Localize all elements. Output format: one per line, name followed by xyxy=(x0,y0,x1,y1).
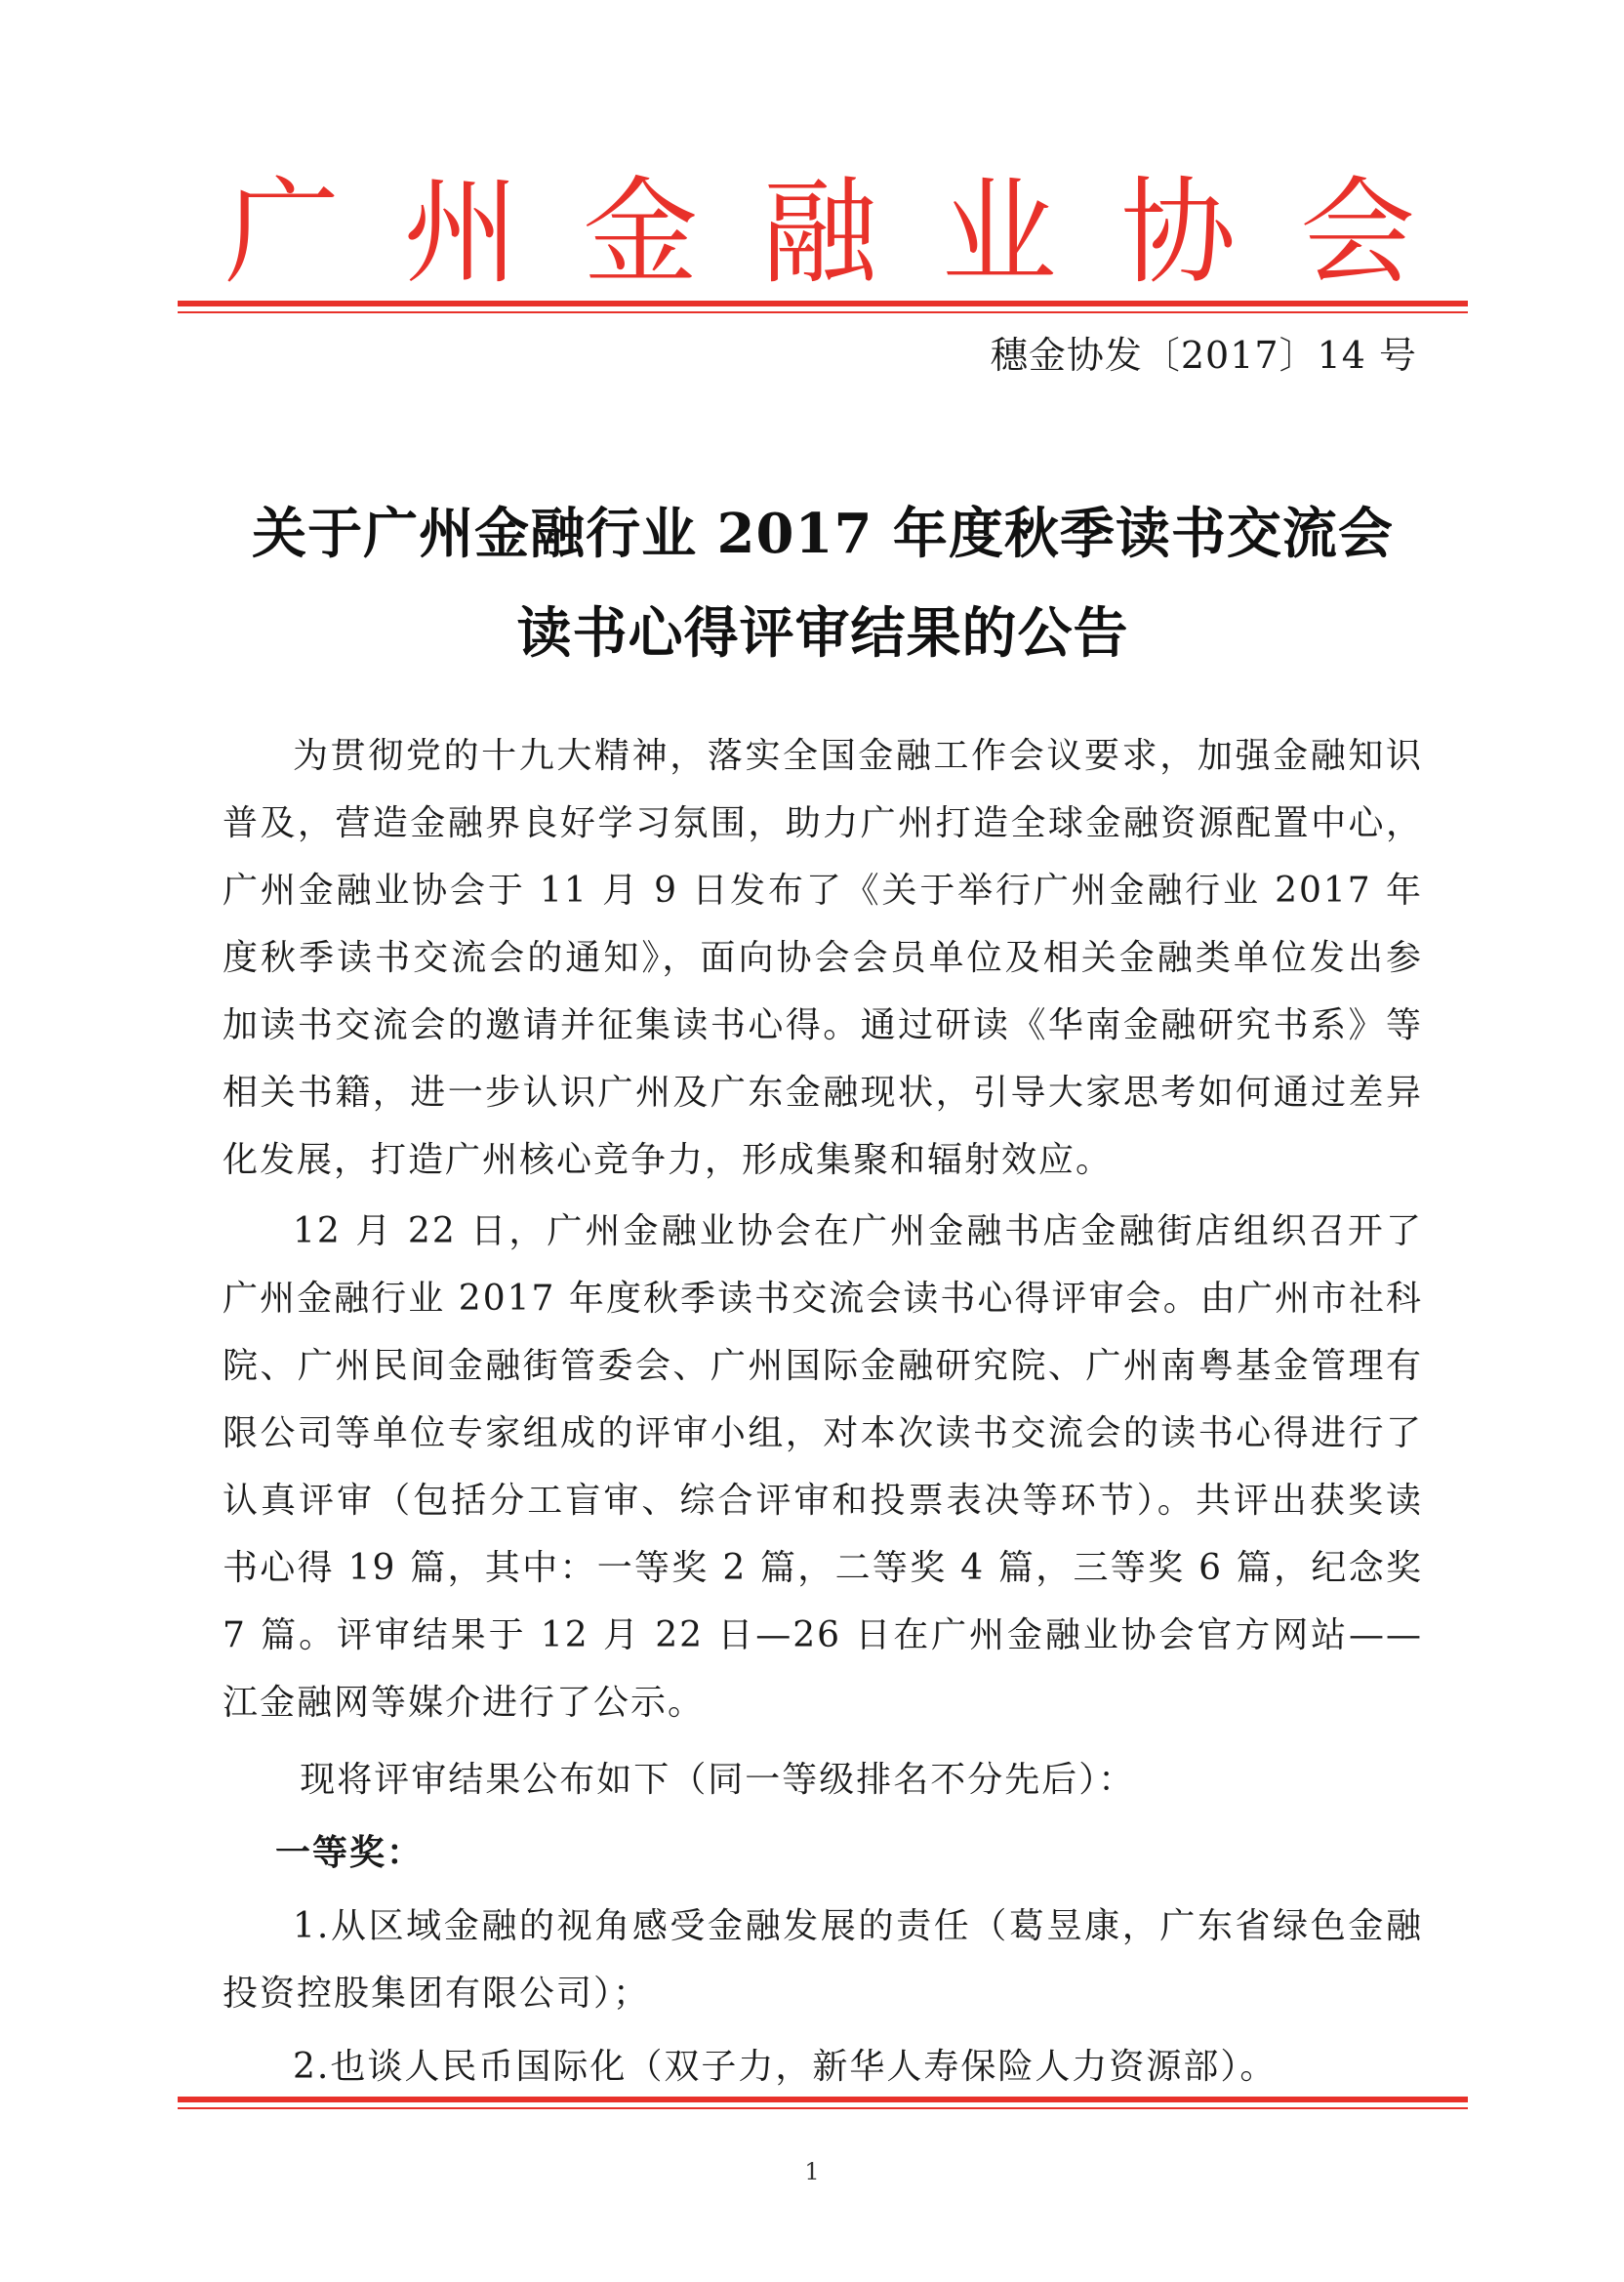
page-number: 1 xyxy=(804,2158,820,2185)
footer-divider xyxy=(178,2097,1468,2109)
award-item: 1.从区域金融的视角感受金融发展的责任（葛昱康，广东省绿色金融投资控股集团有限公司）； xyxy=(223,1906,1423,2014)
award-heading-first-prize: 一等奖： xyxy=(275,1832,425,1873)
document-body xyxy=(223,722,1423,2100)
announcement-line: 现将评审结果公布如下（同一等级排名不分先后）： xyxy=(300,1760,1136,1800)
body-paragraph-1: 为贯彻党的十九大精神，落实全国金融工作会议要求，加强金融知识普及，营造金融界良好学习氛围，助力广州打造全球金融资源配置中心，广州金融业协会于 11 月 9 日发布了《关于举行广州金融行业 2017 年度秋季读书交流会的通知》，面向协会会员单位及相关金融类单位发出参加读书交流会的邀请并征集读书心得。通过研读《华南金融研究书系》等相关书籍，进一步认识广州及广东金融现状，引导大家思考如何通过差异化发展，打造广州核心竞争力，形成集聚和辐射效应。 xyxy=(223,736,1423,1180)
document-title-line-2: 读书心得评审结果的公告 xyxy=(516,601,1129,666)
masthead-char: 金 xyxy=(583,165,699,300)
document-title-line-1: 关于广州金融行业 2017 年度秋季读书交流会 xyxy=(252,502,1394,566)
masthead-char: 协 xyxy=(1120,165,1237,300)
header-divider xyxy=(178,301,1468,313)
document-number: 穗金协发〔2017〕14 号 xyxy=(990,334,1417,377)
masthead-char: 业 xyxy=(941,165,1057,300)
masthead-char: 州 xyxy=(403,165,519,300)
body-paragraph-2: 12 月 22 日，广州金融业协会在广州金融书店金融街店组织召开了广州金融行业 2017 年度秋季读书交流会读书心得评审会。由广州市社科院、广州民间金融街管委会、广州国际金融研究院、广州南粤基金管理有限公司等单位专家组成的评审小组，对本次读书交流会的读书心得进行了认真评审（包括分工盲审、综合评审和投票表决等环节）。共评出获奖读书心得 19 篇，其中：一等奖 2 篇，二等奖 4 篇，三等奖 6 篇，纪念奖 7 篇。评审结果于 12 月 22 日—26 日在广州金融业协会官方网站——江金融网等媒介进行了公示。 xyxy=(223,1211,1423,1723)
masthead-char: 广 xyxy=(224,165,341,300)
award-item: 2.也谈人民币国际化（双子力，新华人寿保险人力资源部）。 xyxy=(293,2047,1278,2087)
masthead-title xyxy=(224,164,1415,301)
masthead-char: 会 xyxy=(1299,165,1415,300)
masthead-char: 融 xyxy=(761,165,877,300)
